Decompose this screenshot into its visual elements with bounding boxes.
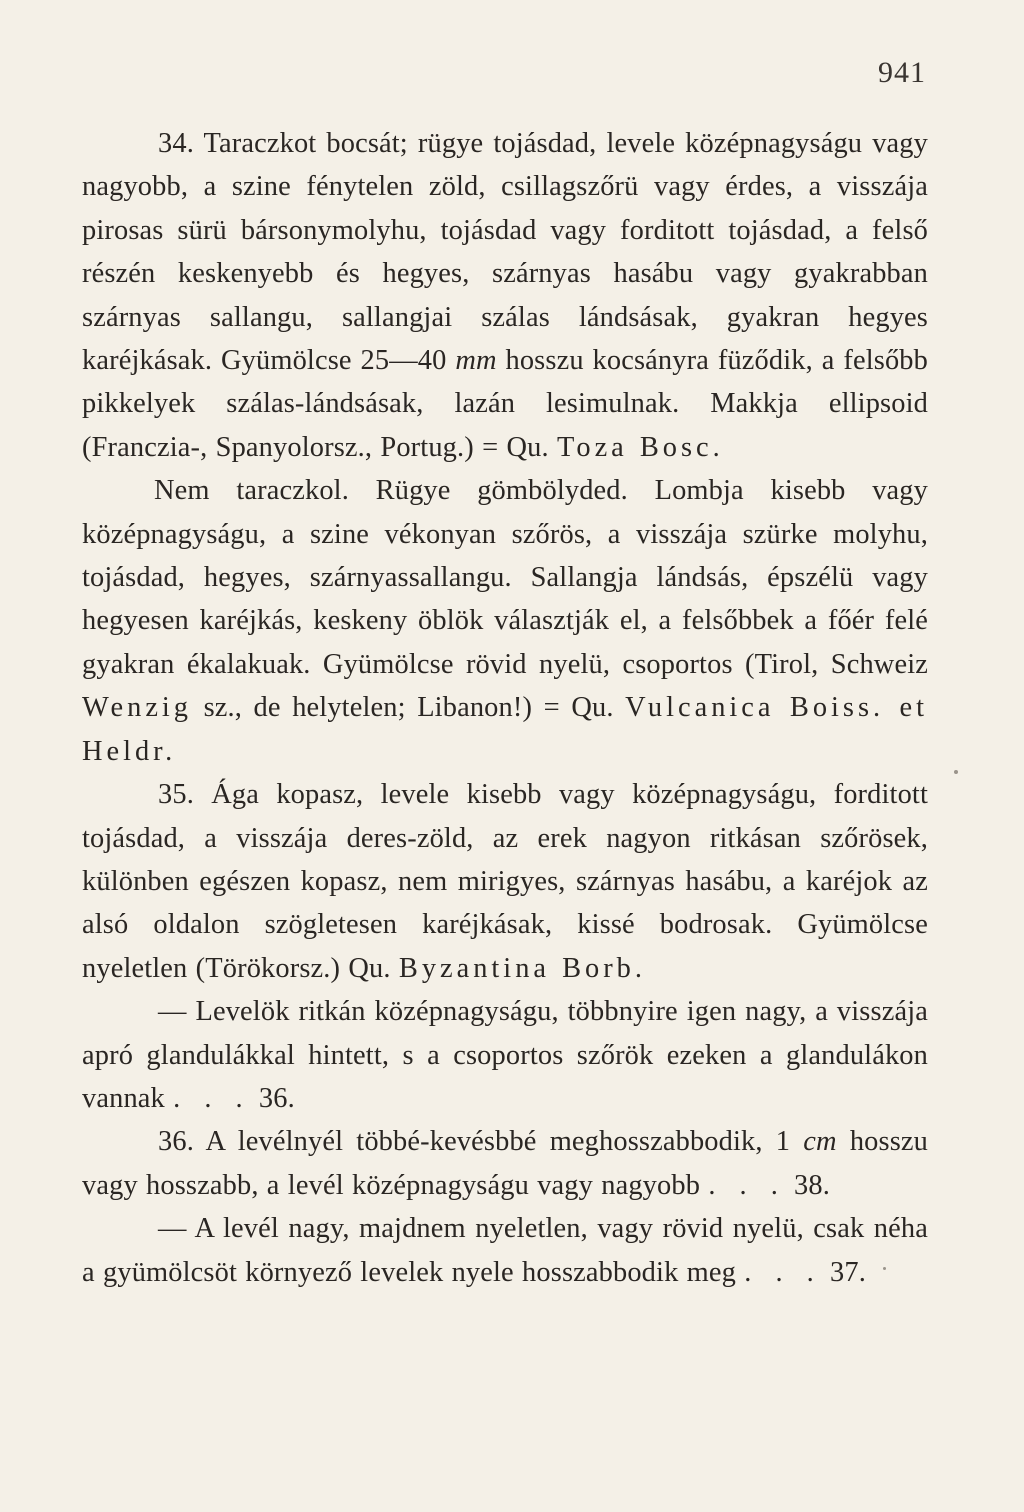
taxon-byzantina: Byzantina Borb. [398,952,646,984]
paragraph-34-text-1: 34. Taraczkot bocsát; rügye tojásdad, levele középnagyságu vagy nagyobb, a szine fénytelen zöld, csillagszőrü vagy érdes, a visszája pirosas sürü bársonymolyhu, tojásdad vagy forditott tojásdad, a felső részén keskenyebb és hegyes, szárnyas hasábu vagy gyakrabban szárnyas sallangu, sallangjai szálas lándsásak, gyakran hegyes karéjkásak. Gyümölcse 25—40 [82,128,928,377]
page-body [82,122,928,1294]
paragraph-35 [82,773,928,990]
paragraph-34-alternative-text-1: Nem taraczkol. Rügye gömbölyded. Lombja kisebb vagy középnagyságu, a szine vékonyan szőrös, a visszája szürke molyhu, tojásdad, hegyes, szárnyassallangu. Sallangja lándsás, épszélü vagy hegyesen karéjkás, keskeny öblök választják el, a felsőbbek a főér felé gyakran ékalakuak. Gyümölcse rövid nyelü, csoportos (Tirol, Schweiz [82,475,928,680]
page-number: 941 [878,56,926,89]
paragraph-35-alternative-text: — Levelök ritkán középnagyságu, többnyire igen nagy, a visszája apró glandulákkal hintett, s a csoportos szőrök ezeken a glandulákon vannak [82,996,928,1114]
leader-dots-37: . . . [744,1256,822,1288]
reference-36: 36. [250,1082,295,1114]
taxon-vulcanica: Vulcanica Boiss. et Heldr. [82,692,928,767]
paragraph-36-text-2: hosszu vagy hosszabb, a levél középnagyságu vagy nagyobb [82,1126,928,1201]
unit-mm: mm [455,345,497,377]
paragraph-34-alternative [82,469,928,773]
paragraph-34-alternative-text-2: sz., de helytelen; Libanon!) = Qu. [192,692,626,724]
unit-cm: cm [803,1126,837,1158]
paragraph-36 [82,1120,928,1207]
paragraph-34 [82,122,928,469]
paragraph-36-alternative-text: — A levél nagy, majdnem nyeletlen, vagy rövid nyelü, csak néha a gyümölcsöt környező levelek nyele hosszabbodik meg [82,1213,928,1288]
paper-speck [883,1267,886,1270]
paragraph-34-text-2: hosszu kocsányra füződik, a felsőbb pikkelyek szálas-lándsásak, lazán lesimulnak. Makkja ellipsoid (Franczia-, Spanyolorsz., Portug.) = Qu. [82,345,928,463]
paragraph-35-alternative [82,990,928,1120]
author-wenzig: Wenzig [82,692,193,724]
paragraph-35-text: 35. Ága kopasz, levele kisebb vagy középnagyságu, forditott tojásdad, a visszája deres-zöld, az erek nagyon ritkásan szőrösek, különben egészen kopasz, nem mirigyes, szárnyas hasábu, a karéjok az alsó oldalon szögletesen karéjkásak, kissé bodrosak. Gyümölcse nyeletlen (Törökorsz.) Qu. [82,779,928,984]
leader-dots-38: . . . [708,1169,786,1201]
leader-dots-36: . . . [173,1082,251,1114]
reference-37: 37. [821,1256,866,1288]
taxon-toza-bosc: Toza Bosc. [557,431,724,463]
reference-38: 38. [785,1169,830,1201]
paragraph-36-alternative [82,1207,928,1294]
paragraph-36-text-1: 36. A levélnyél többé-kevésbbé meghosszabbodik, 1 [158,1126,804,1158]
margin-speck [954,770,958,774]
